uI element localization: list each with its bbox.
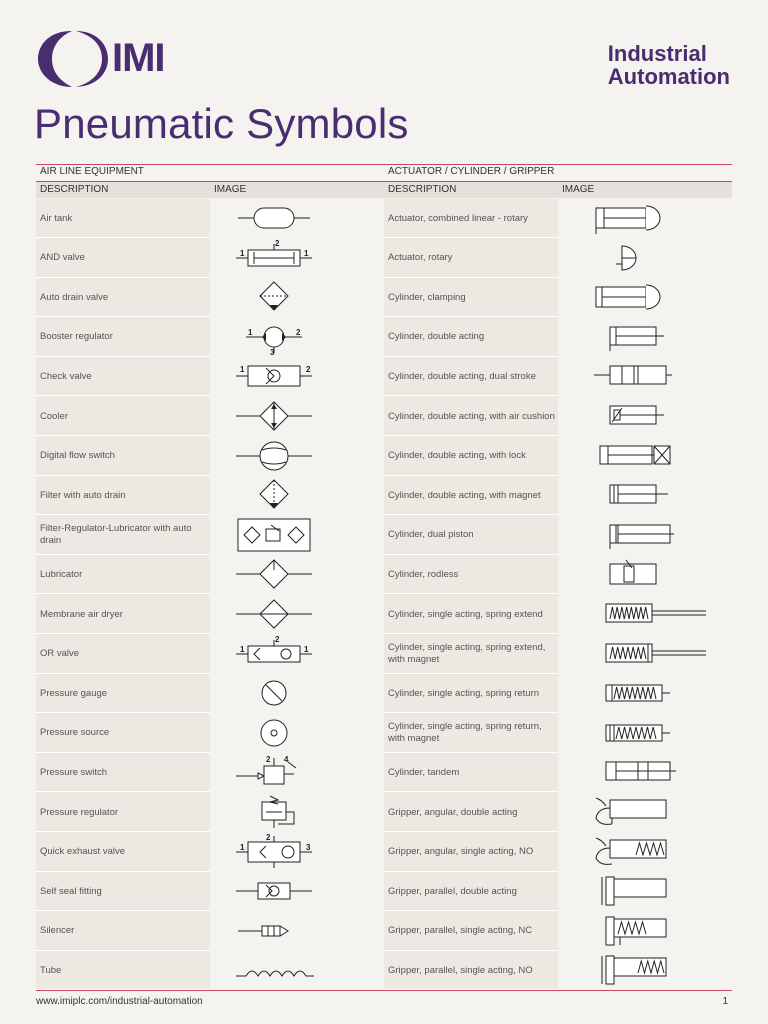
pressure-switch-symbol (226, 754, 322, 797)
right-description: Gripper, parallel, double acting (388, 885, 517, 897)
left-row (36, 437, 384, 476)
left-description: Pressure regulator (40, 806, 119, 818)
right-description: Cylinder, single acting, spring return (388, 687, 540, 699)
cylinder-spring-extend-symbol (576, 596, 712, 639)
left-description: Air tank (40, 212, 73, 224)
left-row (36, 555, 384, 594)
left-row (36, 516, 384, 555)
gripper-parallel-double-symbol (576, 873, 712, 916)
left-description: Pressure gauge (40, 687, 108, 699)
left-description: Auto drain valve (40, 291, 109, 303)
left-description: Digital flow switch (40, 450, 115, 462)
svg-text:1: 1 (240, 365, 245, 375)
left-row (36, 476, 384, 515)
right-description: Cylinder, double acting, with magnet (388, 489, 541, 501)
left-description: Cooler (40, 410, 68, 422)
left-row (36, 357, 384, 396)
svg-text:2: 2 (306, 365, 311, 375)
membrane-air-dryer-symbol (226, 596, 322, 639)
self-seal-fitting-symbol (226, 873, 322, 916)
svg-text:2: 2 (275, 239, 280, 248)
left-description: Self seal fitting (40, 885, 102, 897)
header-description-left: DESCRIPTION (40, 184, 109, 195)
cylinder-dual-piston-symbol (576, 517, 712, 560)
right-description: Cylinder, double acting (388, 331, 485, 343)
svg-text:2: 2 (266, 833, 271, 842)
air-tank-symbol (226, 200, 322, 243)
left-row (36, 753, 384, 792)
quick-exhaust-valve-symbol (226, 834, 322, 877)
top-rule (36, 164, 732, 165)
and-valve-symbol (226, 240, 322, 283)
left-description: Check valve (40, 370, 92, 382)
logo-text: IMI (112, 36, 165, 80)
left-row (36, 635, 384, 674)
right-description: Actuator, combined linear - rotary (388, 212, 528, 224)
left-description: AND valve (40, 252, 85, 264)
cooler-symbol (226, 398, 322, 441)
right-description: Actuator, rotary (388, 252, 453, 264)
left-row (36, 793, 384, 832)
header-image-right: IMAGE (562, 184, 595, 195)
cylinder-air-cushion-symbol (576, 398, 712, 441)
svg-text:3: 3 (306, 842, 311, 852)
left-row (36, 239, 384, 278)
right-description: Cylinder, double acting, with lock (388, 450, 526, 462)
page-title: Pneumatic Symbols (34, 100, 409, 147)
left-description: Filter with auto drain (40, 489, 126, 501)
cylinder-spring-extend-magnet-symbol (576, 636, 712, 679)
pressure-regulator-symbol (226, 794, 322, 837)
right-description: Cylinder, single acting, spring return, with magnet (388, 721, 542, 745)
svg-text:1: 1 (248, 327, 253, 337)
svg-text:3: 3 (270, 347, 275, 357)
pressure-source-symbol (226, 715, 322, 758)
section-left-title: AIR LINE EQUIPMENT (40, 166, 144, 177)
right-description: Gripper, angular, double acting (388, 806, 518, 818)
svg-text:1: 1 (240, 842, 245, 852)
digital-flow-switch-symbol (226, 438, 322, 481)
right-description: Cylinder, tandem (388, 766, 460, 778)
brand-name (608, 42, 730, 88)
imi-logo-mark (36, 28, 110, 90)
svg-text:1: 1 (304, 644, 309, 654)
right-description: Cylinder, single acting, spring extend (388, 608, 543, 620)
cylinder-lock-symbol (576, 438, 712, 481)
right-description: Gripper, parallel, single acting, NC (388, 925, 533, 937)
silencer-symbol (226, 913, 322, 956)
right-description: Cylinder, double acting, dual stroke (388, 370, 536, 382)
left-description: Booster regulator (40, 331, 113, 343)
left-description: Silencer (40, 925, 75, 937)
cylinder-tandem-symbol (576, 754, 712, 797)
bottom-rule (36, 990, 732, 991)
gripper-parallel-single-nc-symbol (576, 913, 712, 956)
left-description: Membrane air dryer (40, 608, 123, 620)
gripper-angular-double-symbol (576, 794, 712, 837)
gripper-angular-single-no-symbol (576, 834, 712, 877)
frl-symbol (226, 517, 322, 560)
page-number: 1 (722, 996, 728, 1007)
left-row (36, 714, 384, 753)
svg-text:2: 2 (275, 635, 280, 644)
lubricator-symbol (226, 556, 322, 599)
svg-text:2: 2 (266, 755, 271, 765)
left-row (36, 199, 384, 238)
brand-line-2: Automation (607, 64, 730, 89)
right-description: Gripper, parallel, single acting, NO (388, 964, 533, 976)
footer-url[interactable]: www.imiplc.com/industrial-automation (36, 996, 203, 1007)
left-description: Pressure switch (40, 766, 108, 778)
header-rule (36, 181, 732, 182)
section-right-title: ACTUATOR / CYLINDER / GRIPPER (388, 166, 555, 177)
left-description: OR valve (40, 648, 80, 660)
right-description: Gripper, angular, single acting, NO (388, 846, 534, 858)
left-row (36, 872, 384, 911)
pressure-gauge-symbol (226, 675, 322, 718)
header-image-left: IMAGE (214, 184, 247, 195)
svg-text:1: 1 (304, 248, 309, 258)
imi-logo (36, 28, 186, 90)
booster-regulator-symbol (226, 319, 322, 362)
svg-text:1: 1 (240, 248, 245, 258)
cylinder-spring-return-symbol (576, 675, 712, 718)
left-row (36, 674, 384, 713)
svg-text:2: 2 (296, 327, 301, 337)
left-description: Quick exhaust valve (40, 846, 126, 858)
svg-text:1: 1 (240, 644, 245, 654)
auto-drain-valve-symbol (226, 279, 322, 322)
tube-symbol (226, 952, 322, 995)
left-row (36, 278, 384, 317)
left-row (36, 912, 384, 951)
gripper-parallel-single-no-symbol (576, 952, 712, 995)
right-description: Cylinder, rodless (388, 568, 459, 580)
check-valve-symbol (226, 358, 322, 401)
left-row (36, 595, 384, 634)
actuator-linear-rotary-symbol (576, 200, 712, 243)
left-row (36, 833, 384, 872)
svg-text:4: 4 (284, 755, 289, 765)
cylinder-double-acting-symbol (576, 319, 712, 362)
right-description: Cylinder, clamping (388, 291, 466, 303)
left-description: Filter-Regulator-Lubricator with auto drain (40, 523, 192, 547)
right-description: Cylinder, double acting, with air cushion (388, 410, 555, 422)
right-description: Cylinder, single acting, spring extend, with magnet (388, 642, 546, 666)
left-description: Pressure source (40, 727, 110, 739)
cylinder-magnet-symbol (576, 477, 712, 520)
cylinder-dual-stroke-symbol (576, 358, 712, 401)
or-valve-symbol (226, 636, 322, 679)
brand-line-1: Industrial (607, 41, 707, 66)
left-row (36, 318, 384, 357)
actuator-rotary-symbol (576, 240, 712, 283)
right-description: Cylinder, dual piston (388, 529, 474, 541)
column-header-band (36, 181, 732, 198)
filter-auto-drain-symbol (226, 477, 322, 520)
header-description-right: DESCRIPTION (388, 184, 457, 195)
left-row (36, 951, 384, 990)
left-row (36, 397, 384, 436)
cylinder-clamping-symbol (576, 279, 712, 322)
left-description: Lubricator (40, 568, 83, 580)
left-description: Tube (40, 964, 62, 976)
cylinder-spring-return-magnet-symbol (576, 715, 712, 758)
cylinder-rodless-symbol (576, 556, 712, 599)
